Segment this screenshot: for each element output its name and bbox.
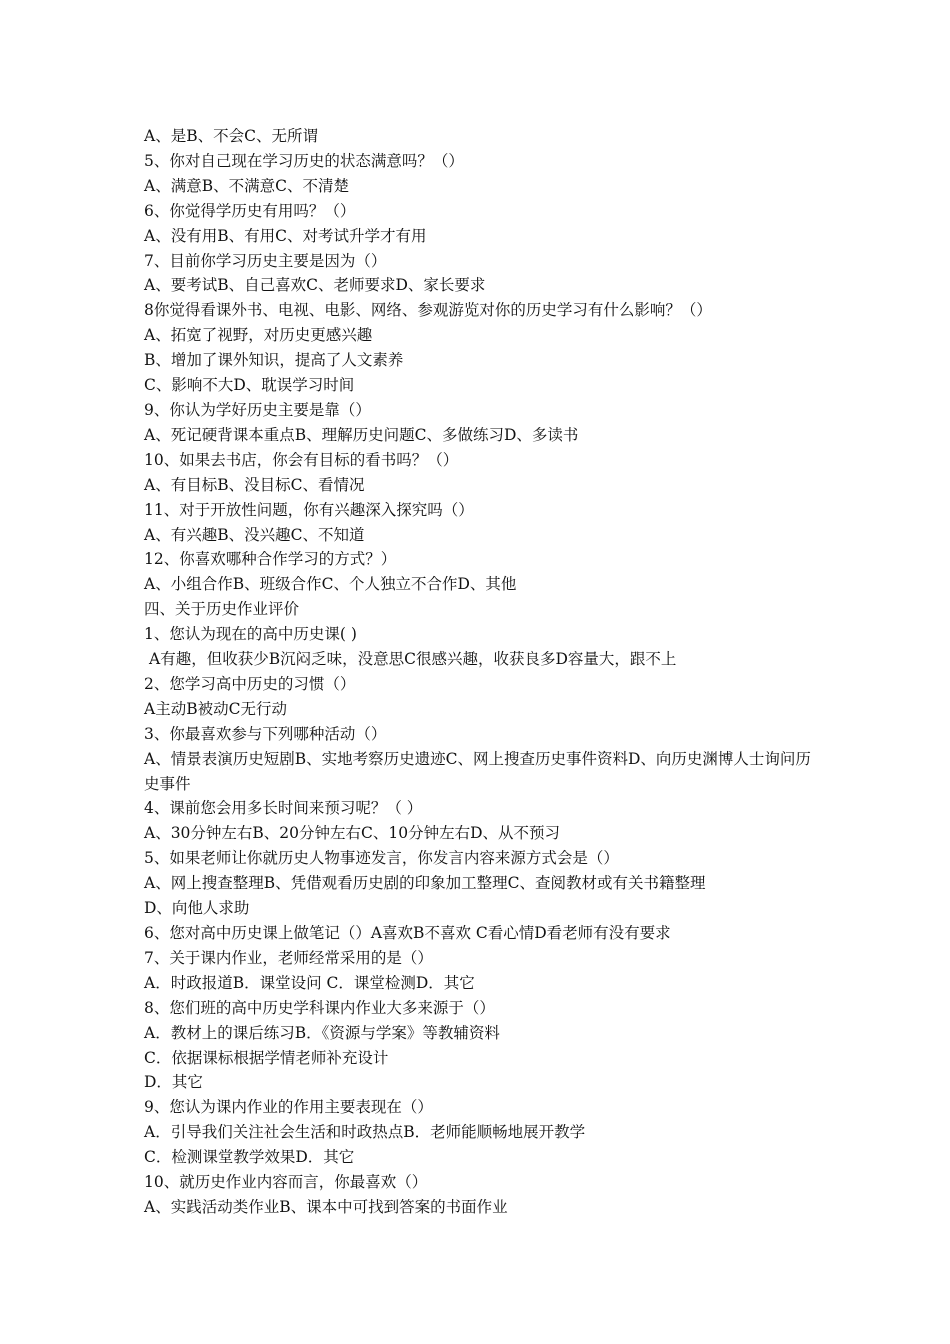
question-line: 8你觉得看课外书、电视、电影、网络、参观游览对你的历史学习有什么影响？（）: [144, 301, 712, 320]
answer-option-line: B、增加了课外知识，提高了人文素养: [144, 351, 404, 370]
question-line: 6、你觉得学历史有用吗？（）: [144, 201, 356, 220]
answer-options-line: A．时政报道B．课堂设问 C．课堂检测D．其它: [144, 973, 475, 992]
question-line: 9、您认为课内作业的作用主要表现在（）: [144, 1098, 433, 1117]
question-line: 5、如果老师让你就历史人物事迹发言，你发言内容来源方式会是（）: [144, 849, 619, 868]
answer-options-line: A．引导我们关注社会生活和时政热点B．老师能顺畅地展开教学: [144, 1123, 586, 1142]
question-line: 7、关于课内作业，老师经常采用的是（）: [144, 948, 433, 967]
question-line: 3、你最喜欢参与下列哪种活动（）: [144, 724, 387, 743]
answer-option-line: D．其它: [144, 1073, 203, 1092]
answer-option-line: C．依据课标根据学情老师补充设计: [144, 1048, 389, 1067]
question-line: 12、你喜欢哪种合作学习的方式？）: [144, 550, 397, 569]
answer-options-line: A、是B、不会C、无所谓: [144, 127, 318, 145]
answer-options-line: A、30分钟左右B、20分钟左右C、10分钟左右D、从不预习: [144, 824, 561, 843]
question-line: 9、你认为学好历史主要是靠（）: [144, 400, 371, 419]
answer-options-line: A有趣，但收获少B沉闷乏味，没意思C很感兴趣，收获良多D容量大，跟不上: [149, 650, 677, 669]
question-line: 2、您学习高中历史的习惯（）: [144, 674, 356, 693]
question-line: 5、你对自己现在学习历史的状态满意吗？（）: [144, 151, 464, 170]
answer-options-line: A、有兴趣B、没兴趣C、不知道: [144, 525, 365, 544]
answer-options-line: A、情景表演历史短剧B、实地考察历史遗迹C、网上搜查历史事件资料D、向历史渊博人士询问历史事件: [144, 749, 811, 793]
question-line: 11、对于开放性问题，你有兴趣深入探究吗（）: [144, 500, 474, 519]
answer-options-line: A、没有用B、有用C、对考试升学才有用: [144, 226, 427, 245]
answer-options-line: A、小组合作B、班级合作C、个人独立不合作D、其他: [144, 575, 517, 594]
answer-options-line: A主动B被动C无行动: [144, 699, 287, 718]
question-line: 8、您们班的高中历史学科课内作业大多来源于（）: [144, 998, 495, 1017]
question-line: 7、目前你学习历史主要是因为（）: [144, 251, 387, 270]
answer-options-line: A、死记硬背课本重点B、理解历史问题C、多做练习D、多读书: [144, 425, 579, 444]
question-line: 10、就历史作业内容而言，你最喜欢（）: [144, 1173, 428, 1192]
answer-option-line: A、拓宽了视野，对历史更感兴趣: [144, 326, 373, 345]
question-line: 4、课前您会用多长时间来预习呢？（ ）: [144, 799, 423, 818]
answer-options-line: C．检测课堂教学效果D．其它: [144, 1148, 355, 1167]
answer-options-line: A、实践活动类作业B、课本中可找到答案的书面作业: [144, 1197, 508, 1216]
section-heading: 四、关于历史作业评价: [144, 600, 300, 619]
answer-options-line: A、网上搜查整理B、凭借观看历史剧的印象加工整理C、查阅教材或有关书籍整理: [144, 874, 706, 893]
answer-options-line: C、影响不大D、耽误学习时间: [144, 376, 355, 395]
answer-option-line: D、向他人求助: [144, 899, 250, 918]
document-body: [144, 124, 824, 1220]
answer-options-line: A．教材上的课后练习B．《资源与学案》等教辅资料: [144, 1023, 500, 1042]
answer-options-line: A、满意B、不满意C、不清楚: [144, 176, 349, 195]
question-line: 6、您对高中历史课上做笔记（）A喜欢B不喜欢 C看心情D看老师有没有要求: [144, 924, 671, 942]
question-line: 1、您认为现在的高中历史课( ): [144, 625, 357, 644]
question-line: 10、如果去书店，你会有目标的看书吗？（）: [144, 450, 459, 469]
answer-options-line: A、要考试B、自己喜欢C、老师要求D、家长要求: [144, 276, 486, 295]
answer-options-line: A、有目标B、没目标C、看情况: [144, 475, 365, 494]
